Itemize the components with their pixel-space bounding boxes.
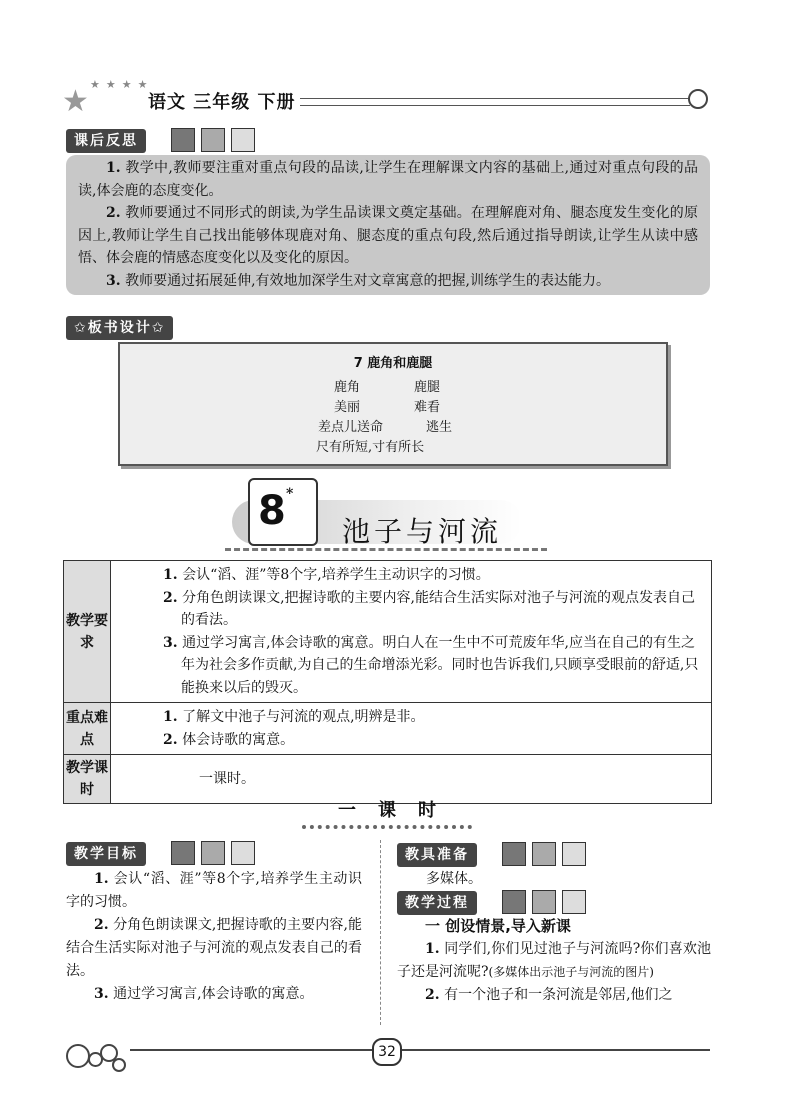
process-tag: 教学过程 <box>397 891 477 915</box>
footer-rule <box>130 1049 710 1051</box>
decor-square-icon <box>562 842 586 866</box>
label-time: 教学课时 <box>64 755 111 804</box>
goal-item: 3. 通过学习寓言,体会诗歌的寓意。明白人在一生中不可荒废年华,应当在自己的有生之年为社会多作贡献,为自己的生命增添光彩。同时也告诉我们,只顾享受眼前的舒适,只能换来以后的毁灭。 <box>163 634 699 696</box>
goal-item: 2. 分角色朗读课文,把握诗歌的主要内容,能结合生活实际对池子与河流的观点发表自己的看法。 <box>163 589 695 628</box>
footer-circle-icon <box>112 1058 126 1072</box>
board-line: 鹿腿 <box>414 380 441 395</box>
tools-tag: 教具准备 <box>397 843 477 867</box>
board-line: 差点儿送命 <box>318 420 384 435</box>
objective-item: 3. 通过学习寓言,体会诗歌的寓意。 <box>94 986 314 1002</box>
header-title: 语文 三年级 下册 <box>148 92 296 113</box>
objective-item: 1. 会认“滔、涯”等8个字,培养学生主动识字的习惯。 <box>66 871 363 910</box>
label-key: 重点难点 <box>64 703 111 755</box>
footer-circle-icon <box>66 1044 90 1068</box>
process-step-title: 一 创设情景,导入新课 <box>425 917 571 935</box>
header-star-icon: ★ <box>62 84 89 119</box>
tools-text: 多媒体。 <box>426 871 482 887</box>
board-line: 难看 <box>414 400 441 415</box>
process-paragraph: 2. 有一个池子和一条河流是邻居,他们之 <box>425 987 673 1003</box>
objectives-tag: 教学目标 <box>66 842 146 866</box>
objective-item: 2. 分角色朗读课文,把握诗歌的主要内容,能结合生活实际对池子与河流的观点发表自己的看法。 <box>66 917 362 979</box>
requirements-table <box>63 560 712 804</box>
board-tag: ✩板书设计✩ <box>66 316 173 340</box>
decor-square-icon <box>502 890 526 914</box>
header-rule <box>300 98 690 106</box>
decor-square-icon <box>231 128 255 152</box>
reflection-tag: 课后反思 <box>66 129 146 153</box>
key-item: 2. 体会诗歌的寓意。 <box>163 731 295 748</box>
board-title: 7 鹿角和鹿腿 <box>353 356 433 371</box>
decor-square-icon <box>562 890 586 914</box>
key-item: 1. 了解文中池子与河流的观点,明辨是非。 <box>163 709 425 725</box>
header-circle-icon <box>688 89 708 109</box>
objectives-list <box>66 868 362 1006</box>
goal-item: 1. 会认“滔、涯”等8个字,培养学生主动识字的习惯。 <box>163 567 490 583</box>
process-paragraph: 1. 同学们,你们见过池子与河流吗?你们喜欢池子还是河流呢?(多媒体出示池子与河流的图片) <box>397 941 711 980</box>
header-small-stars-icon: ★★★★ <box>90 78 154 91</box>
board-line: 逃生 <box>426 420 453 435</box>
decor-square-icon <box>502 842 526 866</box>
reflection-box <box>66 155 710 295</box>
lesson-title: 池子与河流 <box>342 515 503 548</box>
decor-square-icon <box>171 841 195 865</box>
board-line: 鹿角 <box>334 380 361 395</box>
lesson-number: 8 <box>258 488 286 534</box>
decor-square-icon <box>532 842 556 866</box>
time-value: 一课时。 <box>111 755 712 804</box>
decor-square-icon <box>231 841 255 865</box>
board-line: 尺有所短,寸有所长 <box>316 440 425 455</box>
decor-square-icon <box>201 128 225 152</box>
label-goal: 教学要求 <box>64 561 111 703</box>
title-dash-rule <box>225 548 547 551</box>
decor-square-icon <box>171 128 195 152</box>
reflection-item-2: 2. 教师要通过不同形式的朗读,为学生品读课文奠定基础。在理解鹿对角、腿态度发生变化的原因上,教师让学生自己找出能够体现鹿对角、腿态度的重点句段,然后通过指导朗读,让学生从读中感悟、体会鹿的情感态度变化以及变化的原因。 <box>78 205 699 266</box>
reflection-item-3: 3. 教师要通过拓展延伸,有效地加深学生对文章寓意的把握,训练学生的表达能力。 <box>106 272 610 289</box>
heading-dotted-rule <box>302 825 472 833</box>
page-number: 32 <box>372 1038 402 1066</box>
decor-square-icon <box>201 841 225 865</box>
board-design <box>118 342 668 466</box>
reflection-item-1: 1. 教学中,教师要注重对重点句段的品读,让学生在理解课文内容的基础上,通过对重点句段的品读,体会鹿的态度变化。 <box>78 160 698 199</box>
board-line: 美丽 <box>334 400 361 415</box>
lesson-star: * <box>286 486 294 502</box>
process-content <box>397 914 711 1007</box>
column-divider <box>380 840 381 1025</box>
one-lesson-heading: 一课时 <box>338 800 458 821</box>
decor-square-icon <box>532 890 556 914</box>
